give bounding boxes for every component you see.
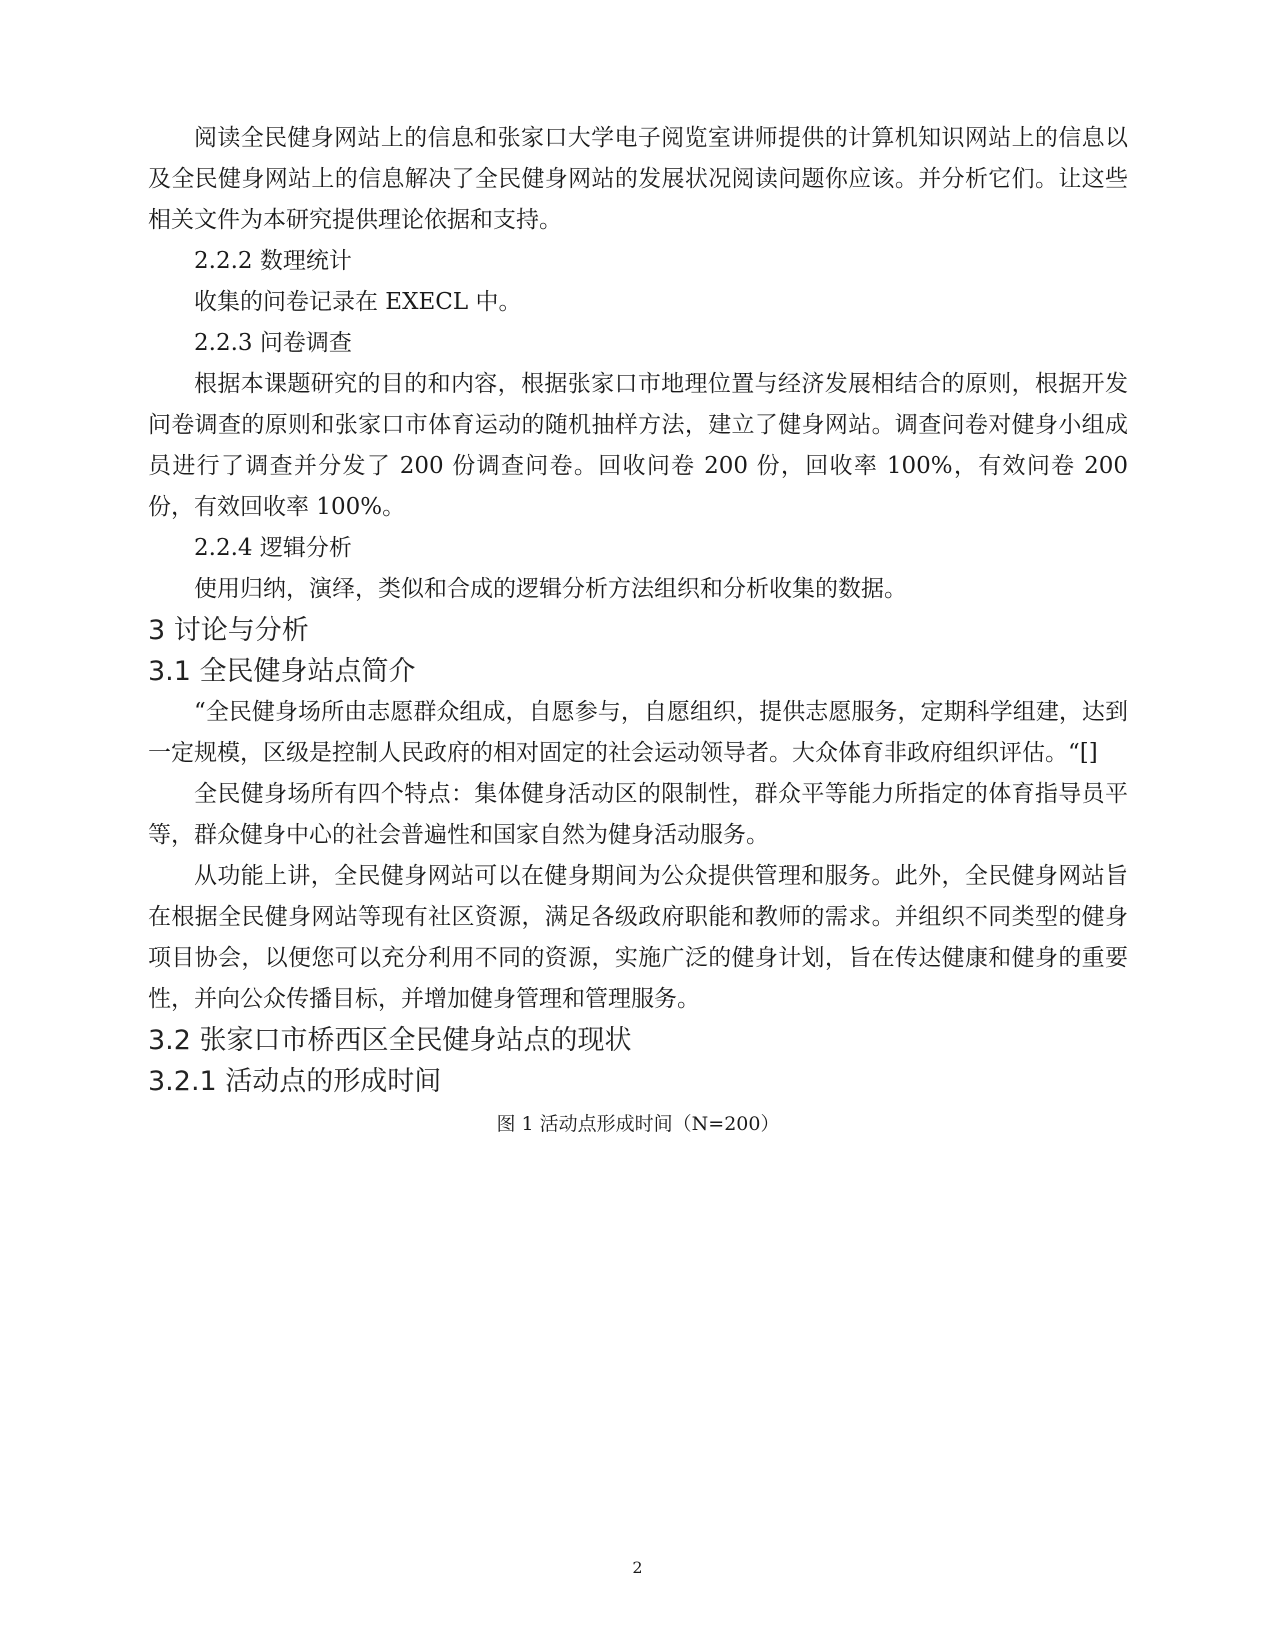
paragraph-site-definition: “全民健身场所由志愿群众组成，自愿参与，自愿组织，提供志愿服务，定期科学组建，达到一定规模，区级是控制人民政府的相对固定的社会运动领导者。大众体育非政府组织评估。“[] — [148, 699, 1128, 766]
subheading-logic-analysis: 2.2.4 逻辑分析 — [194, 535, 352, 561]
paragraph-logic-analysis: 使用归纳，演绎，类似和合成的逻辑分析方法组织和分析收集的数据。 — [194, 576, 907, 602]
paragraph-site-features: 全民健身场所有四个特点：集体健身活动区的限制性，群众平等能力所指定的体育指导员平等，群众健身中心的社会普遍性和国家自然为健身活动服务。 — [148, 781, 1128, 848]
page-number: 2 — [632, 1558, 643, 1577]
subheading-questionnaire: 2.2.3 问卷调查 — [194, 330, 352, 356]
subheading-statistics: 2.2.2 数理统计 — [194, 248, 352, 274]
section-heading-current-status: 3.2 张家口市桥西区全民健身站点的现状 — [148, 1025, 632, 1056]
section-heading-site-intro: 3.1 全民健身站点简介 — [148, 656, 416, 687]
paragraph-questionnaire: 根据本课题研究的目的和内容，根据张家口市地理位置与经济发展相结合的原则，根据开发问卷调查的原则和张家口市体育运动的随机抽样方法，建立了健身网站。调查问卷对健身小组成员进行了调查并分发了 200 份调查问卷。回收问卷 200 份，回收率 100%，有效问卷 200 份，有效回收率 100%。 — [148, 371, 1128, 520]
paragraph-reading-sources: 阅读全民健身网站上的信息和张家口大学电子阅览室讲师提供的计算机知识网站上的信息以及全民健身网站上的信息解决了全民健身网站的发展状况阅读问题你应该。并分析它们。让这些相关文件为本研究提供理论依据和支持。 — [148, 125, 1128, 233]
paragraph-statistics: 收集的问卷记录在 EXECL 中。 — [194, 289, 522, 315]
page-body — [148, 118, 1128, 1140]
section-heading-formation-time: 3.2.1 活动点的形成时间 — [148, 1066, 442, 1097]
figure-caption: 图 1 活动点形成时间（N=200） — [496, 1113, 780, 1135]
paragraph-site-function: 从功能上讲，全民健身网站可以在健身期间为公众提供管理和服务。此外，全民健身网站旨在根据全民健身网站等现有社区资源，满足各级政府职能和教师的需求。并组织不同类型的健身项目协会，以便您可以充分利用不同的资源，实施广泛的健身计划，旨在传达健康和健身的重要性，并向公众传播目标，并增加健身管理和管理服务。 — [148, 863, 1128, 1012]
section-heading-discussion: 3 讨论与分析 — [148, 615, 309, 646]
